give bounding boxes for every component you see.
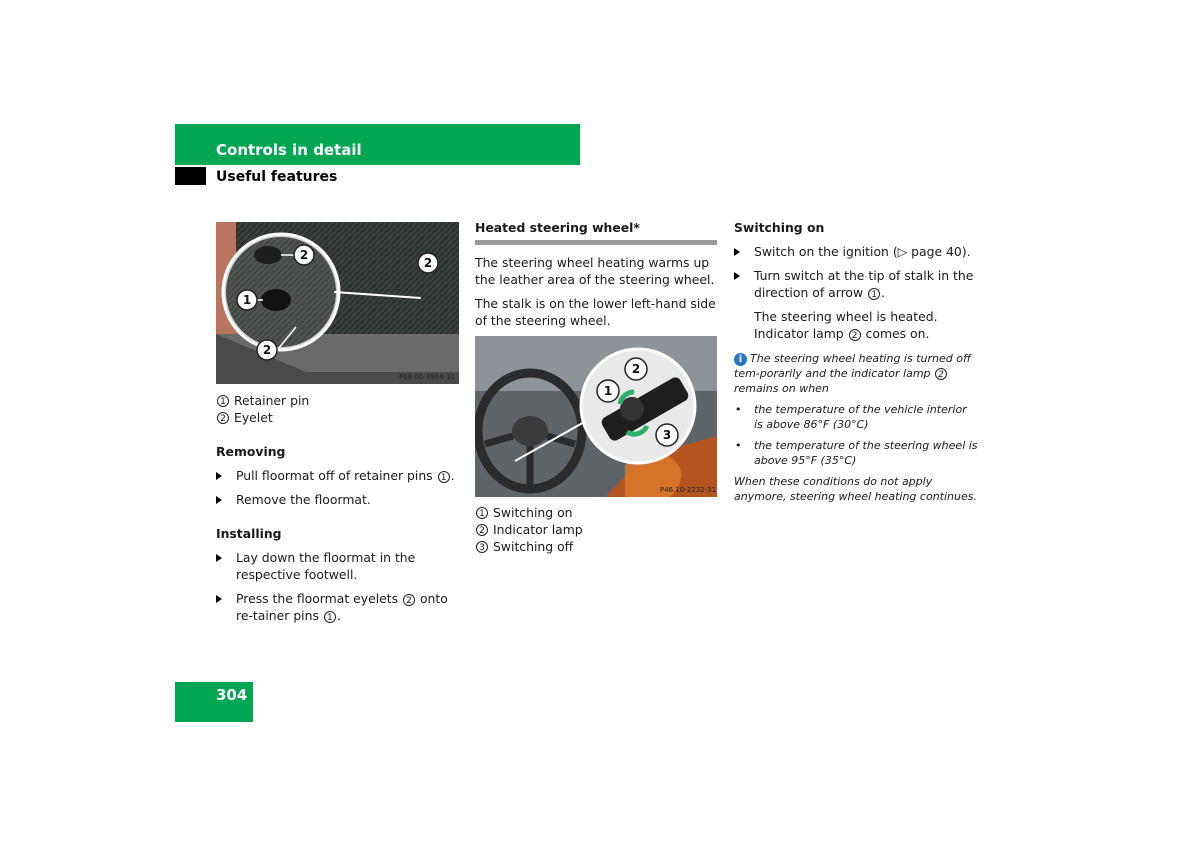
svg-text:2: 2 bbox=[423, 256, 433, 270]
legend-item: 2 Indicator lamp bbox=[475, 521, 717, 538]
closing-note: When these conditions do not apply anymore, steering wheel heating continues. bbox=[734, 475, 977, 503]
steering-wheel-figure bbox=[475, 336, 717, 497]
installing-heading: Installing bbox=[216, 526, 282, 541]
paragraph: The stalk is on the lower left-hand side of the steering wheel. bbox=[475, 296, 716, 328]
step-item: Switch on the ignition (▷ page 40). bbox=[734, 243, 978, 260]
page-number: 304 bbox=[216, 686, 248, 704]
svg-text:1: 1 bbox=[242, 293, 252, 307]
step-item: Remove the floormat. bbox=[216, 491, 459, 508]
svg-text:3: 3 bbox=[662, 428, 672, 442]
callout-3 bbox=[656, 424, 678, 446]
arrow-bullet-icon bbox=[734, 248, 740, 256]
arrow-bullet-icon bbox=[734, 272, 740, 280]
callout-1 bbox=[237, 290, 257, 310]
section-marker bbox=[175, 167, 206, 185]
section-title: Controls in detail bbox=[216, 141, 362, 159]
figure-code: P46.10-2232-31 bbox=[660, 486, 717, 494]
column-floormat bbox=[216, 222, 459, 624]
legend-item: 1 Retainer pin bbox=[216, 392, 459, 409]
paragraph: The steering wheel heating warms up the leather area of the steering wheel. bbox=[475, 255, 715, 287]
subsection-title: Useful features bbox=[216, 169, 338, 185]
info-icon: i bbox=[734, 353, 747, 366]
wheel-legend bbox=[475, 504, 717, 555]
figure-code: P68.00-3964-31 bbox=[399, 373, 456, 381]
floormat-figure bbox=[216, 222, 459, 384]
result-text: The steering wheel is heated. Indicator lamp 2 comes on. bbox=[754, 309, 938, 341]
callout-1 bbox=[597, 380, 619, 402]
arrow-bullet-icon bbox=[216, 496, 222, 504]
column-switching-on bbox=[734, 219, 978, 504]
svg-text:2: 2 bbox=[299, 248, 309, 262]
heading-rule bbox=[475, 240, 717, 245]
svg-text:2: 2 bbox=[262, 343, 272, 357]
legend-item: 1 Switching on bbox=[475, 504, 717, 521]
svg-text:2: 2 bbox=[631, 362, 641, 376]
removing-heading: Removing bbox=[216, 444, 286, 459]
step-item: Pull floormat off of retainer pins 1 . bbox=[216, 467, 459, 484]
callout-2c bbox=[257, 340, 277, 360]
step-item: Turn switch at the tip of stalk in the direction of arrow 1 . bbox=[734, 267, 978, 301]
arrow-bullet-icon bbox=[216, 472, 222, 480]
arrow-bullet-icon bbox=[216, 554, 222, 562]
condition-item: • the temperature of the steering wheel is above 95°F (35°C) bbox=[734, 438, 978, 468]
callout-2a bbox=[294, 245, 314, 265]
floormat-legend bbox=[216, 392, 459, 426]
legend-item: 2 Eyelet bbox=[216, 409, 459, 426]
info-note: i The steering wheel heating is turned off tem-porarily and the indicator lamp 2 remains on when bbox=[734, 352, 971, 395]
svg-text:1: 1 bbox=[603, 384, 613, 398]
step-item: Lay down the floormat in the respective footwell. bbox=[216, 549, 459, 583]
switching-on-heading: Switching on bbox=[734, 220, 825, 235]
legend-item: 3 Switching off bbox=[475, 538, 717, 555]
condition-item: • the temperature of the vehicle interior is above 86°F (30°C) bbox=[734, 402, 978, 432]
column-heated-wheel bbox=[475, 219, 717, 555]
callout-2b bbox=[418, 253, 438, 273]
heated-wheel-heading: Heated steering wheel* bbox=[475, 220, 640, 235]
callout-2 bbox=[625, 358, 647, 380]
arrow-bullet-icon bbox=[216, 595, 222, 603]
step-item: Press the floormat eyelets 2 onto re-tainer pins 1 . bbox=[216, 590, 459, 624]
